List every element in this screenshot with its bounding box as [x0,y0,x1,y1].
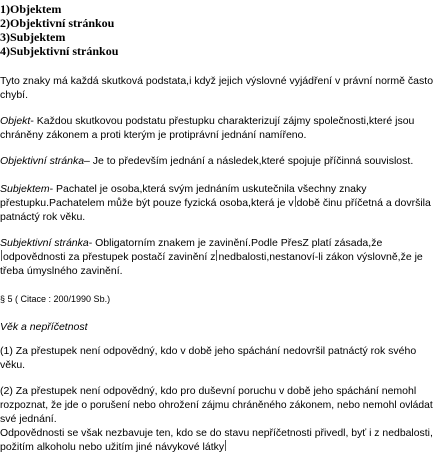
subjekt-text-1: - Pachatel je osoba,která svým jednáním uskutečnila všechny znaky [49,183,367,195]
citation: § 5 ( Citace : 200/1990 Sb.) [0,294,111,304]
para3-line-1: Odpovědnosti se však nezbavuje ten, kdo se do stavu nepříčetnosti přivedl, byť i z nedbalosti, [0,427,433,439]
subjektivni-line-1 [0,236,382,250]
subjektivni-line-3: třeba úmyslného zavinění. [0,265,123,277]
option-1-num: 1) [0,2,10,16]
objektivni-term: Objektivní stránka [0,155,85,167]
para3-line-2 [0,440,227,454]
para2-line-3: své jednání. [0,413,57,425]
para2-line-2: rozpoznat, že jde o porušení nebo ohrožení zájmu chráněného zákonem, nebo nemohl ovládat [0,399,433,411]
text-cursor [225,440,226,451]
objektivni-text: – Je to především jednání a následek,které spojuje příčinná souvislost. [84,155,414,167]
text-cursor [1,250,2,261]
objekt-line-1 [0,114,414,128]
option-4-num: 4) [0,44,10,58]
option-2-num: 2) [0,16,10,30]
para2-line-1: (2) Za přestupek není odpovědný, kdo pro duševní poruchu v době jeho spáchání nemohl [0,385,417,397]
para1-line-2: věku. [0,359,26,371]
objekt-text-1: - Každou skutkovou podstatu přestupku charakterizují zájmy společnosti,které jsou [30,115,415,127]
option-3-num: 3) [0,30,10,44]
section-heading: Věk a nepříčetnost [0,321,88,333]
subjektivni-text-1: - Obligatorním znakem je zavinění.Podle PřesZ platí zásada,že [88,237,383,249]
option-2 [0,16,114,30]
subjekt-text-2b: době činu příčetná a dovršila [296,197,431,209]
option-3-text: Subjektem [10,30,66,44]
option-4-text: Subjektivní stránkou [10,44,119,58]
objekt-term: Objekt [0,115,31,127]
subjektivni-text-2a: odpovědnosti za přestupek postačí zavinění z [3,251,216,263]
subjekt-line-1 [0,182,367,196]
objekt-line-2: chráněny zákonem a proti kterým je protiprávní jednání namířeno. [0,129,307,141]
subjektivni-text-2b: nedbalosti,nestanoví-li zákon výslovně,že je [218,251,423,263]
subjekt-line-3: patnáctý rok věku. [0,211,86,223]
para3-text-2: požitím alkoholu nebo užitím jiné návykové látky [0,441,225,453]
subjekt-line-2 [0,196,431,210]
subjektivni-line-2 [0,250,423,264]
subjekt-text-2a: přestupku.Pachatelem může být pouze fyzická osoba,která je v [0,197,294,209]
intro-line-2: chybí. [0,89,29,101]
subjektivni-term: Subjektivní stránka [0,237,89,249]
option-1-text: Objektem [10,2,62,16]
intro-line-1: Tyto znaky má každá skutková podstata,i když jejich výslovné vyjádření v právní normě často [0,75,434,87]
objektivni-line-1 [0,154,413,168]
option-2-text: Objektivní stránkou [10,16,115,30]
subjekt-term: Subjektem [0,183,50,195]
option-4 [0,44,118,58]
option-1 [0,2,61,16]
text-cursor [295,196,296,207]
para1-line-1: (1) Za přestupek není odpovědný, kdo v době jeho spáchání nedovršil patnáctý rok svého [0,345,417,357]
option-3 [0,30,65,44]
